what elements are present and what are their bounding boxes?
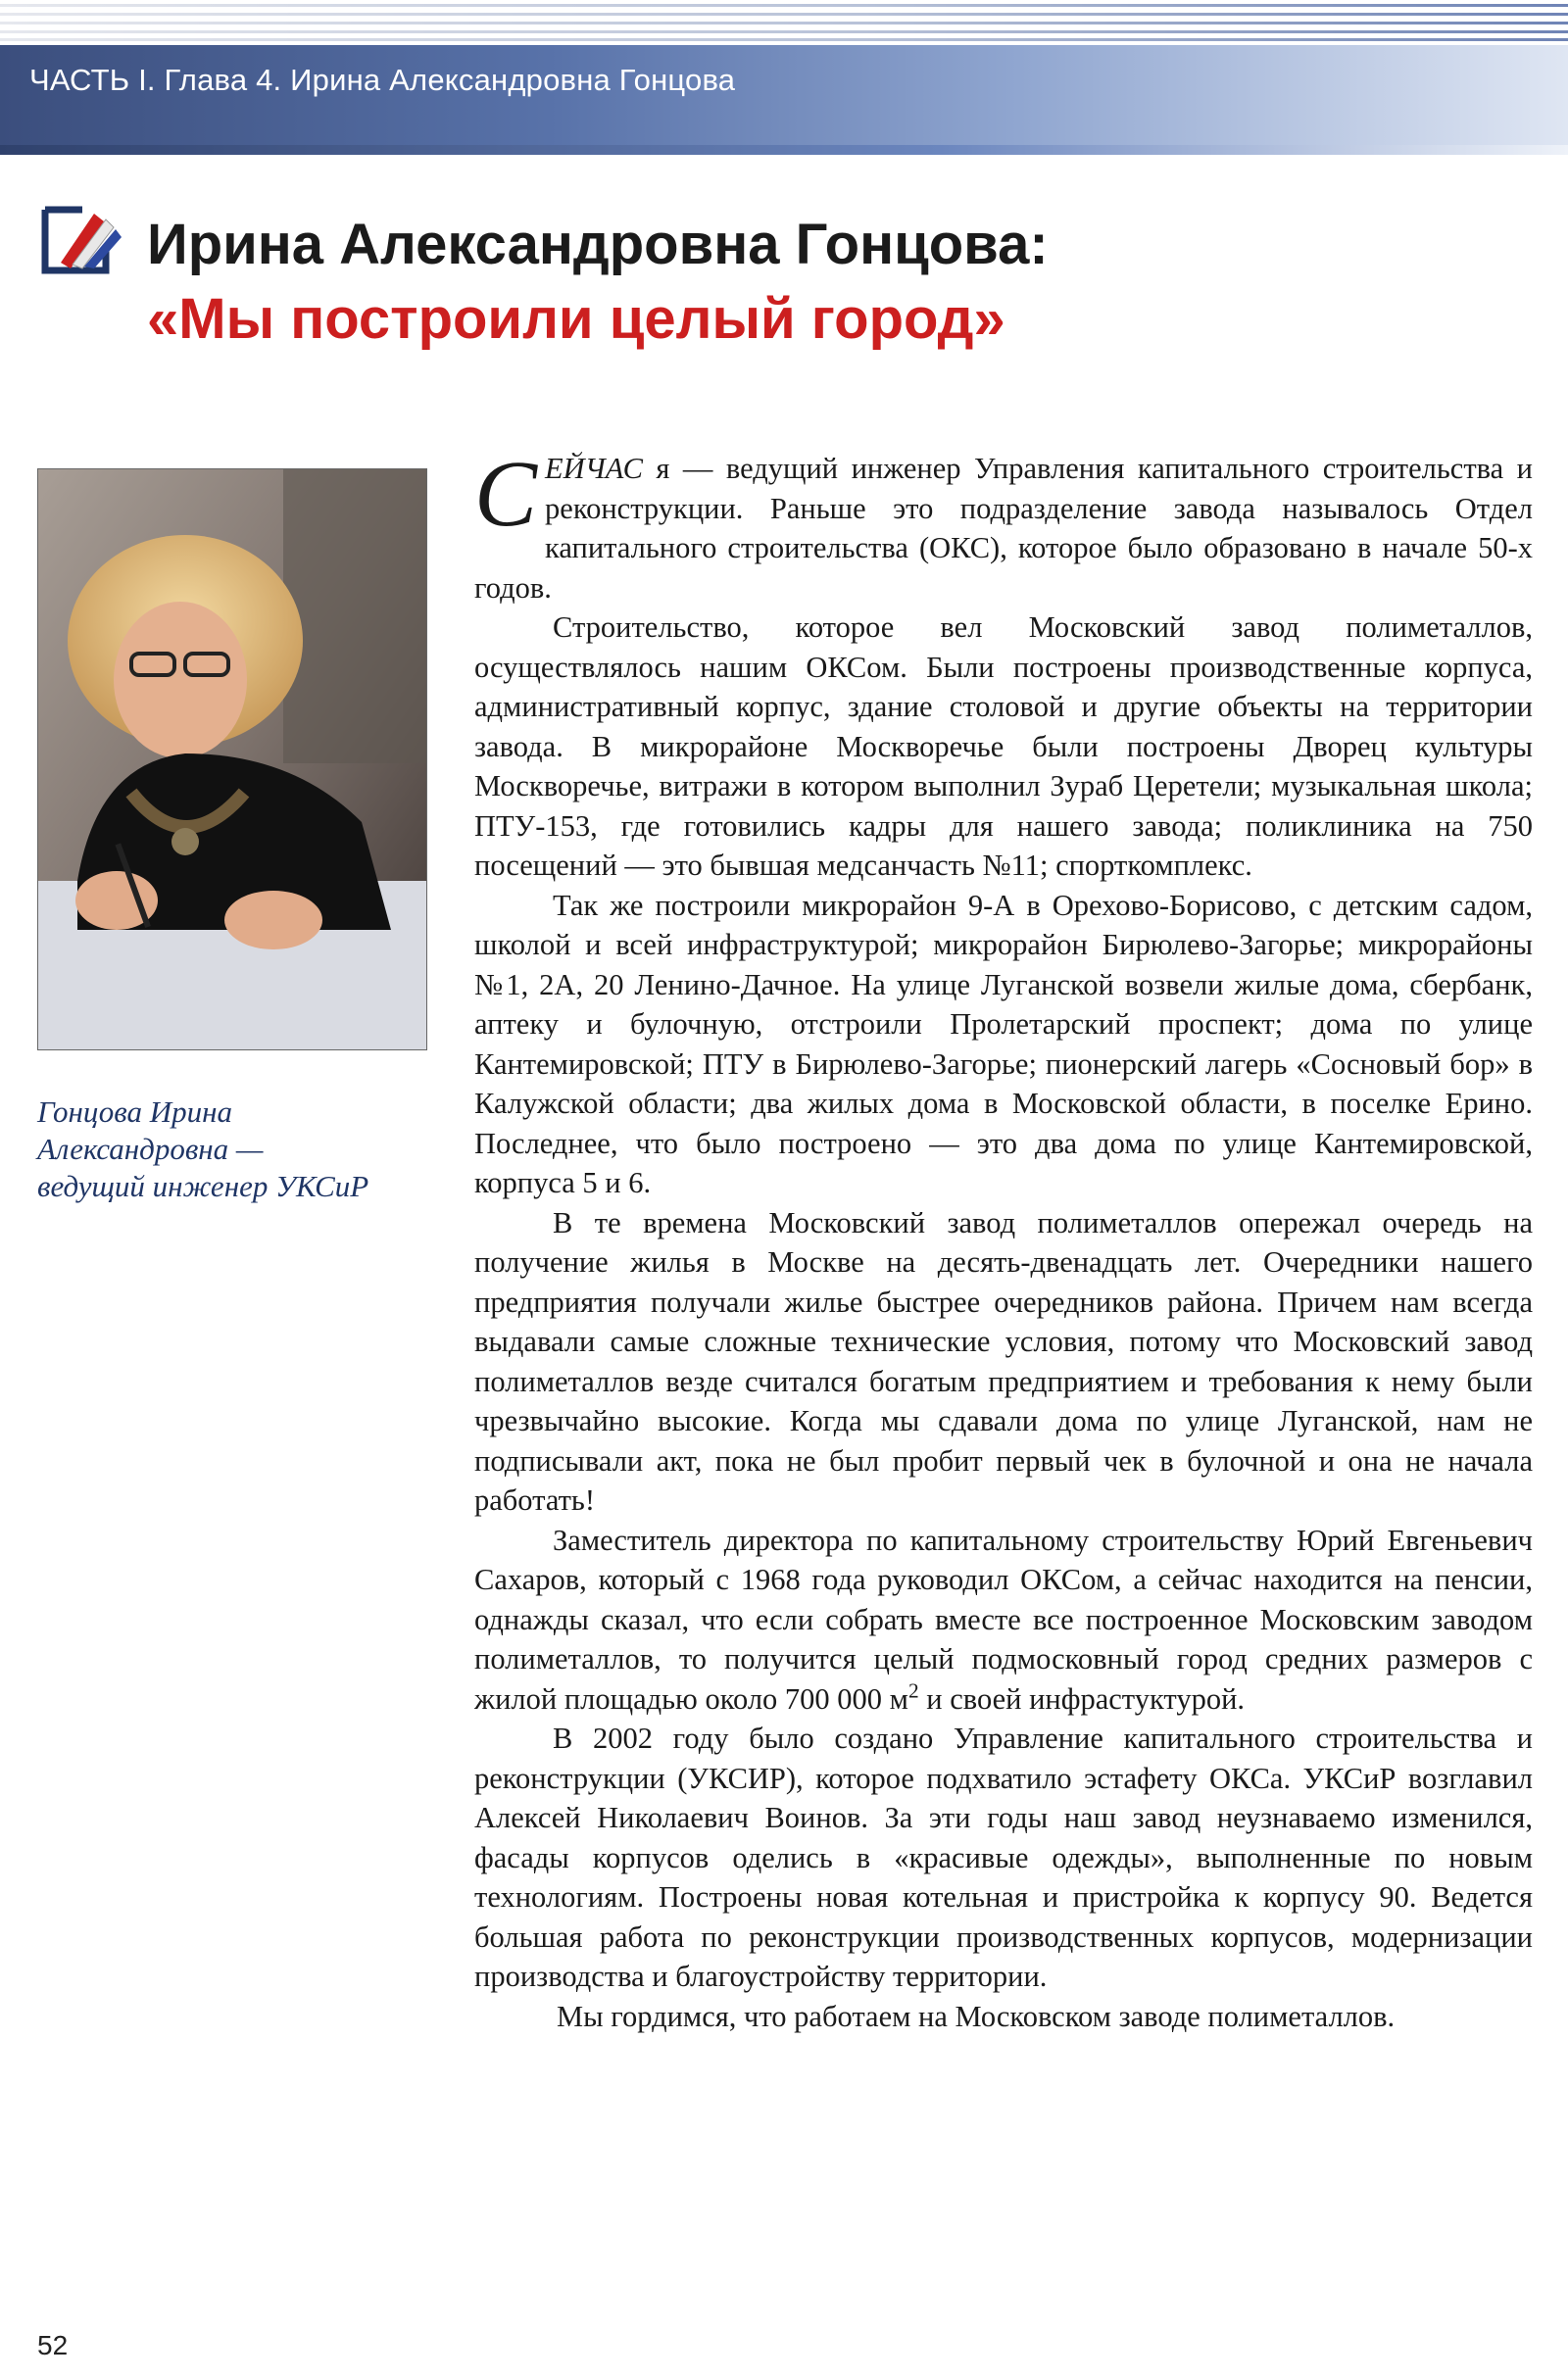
superscript-2: 2 [907, 1677, 919, 1702]
portrait-photo [37, 468, 427, 1050]
photo-caption [37, 1093, 449, 1205]
header-band [0, 45, 1568, 155]
running-head: ЧАСТЬ I. Глава 4. Ирина Александровна Гонцова [29, 63, 736, 97]
top-decorative-stripes [0, 0, 1568, 45]
paragraph-5-text: Заместитель директора по капитальному строительству Юрий Евгеньевич Сахаров, который с 1968 года руководил ОКСом, а сейчас находится на пенсии, однажды сказал, что если собрать вместе все построенное Московским заводом полиметаллов, то получится целый подмосковный город средних размеров с жилой площадью около 700 000 м [474, 1523, 1533, 1716]
pen-chevrons-logo-icon [39, 200, 125, 278]
page-number: 52 [37, 2330, 69, 2360]
paragraph-5-tail: и своей инфрастуктурой. [918, 1681, 1246, 1716]
paragraph-1-text: я — ведущий инженер Управления капитального строительства и реконструкции. Раньше это подразделение завода называлось Отдел капитального строительства (ОКС), которое было образовано в начале 50-х годов. [474, 452, 1533, 605]
paragraph-5 [474, 1521, 1533, 1720]
article-body [474, 441, 1533, 2036]
caption-line-1: Гонцова Ирина [37, 1094, 233, 1129]
paragraph-4: В те времена Московский завод полиметаллов опережал очередь на получение жилья в Москве на десять-двенадцать лет. Очередники нашего предприятия получали жилье быстрее очередников района. Причем нам всегда выдавали самые сложные технические условия, потому что Московский завод полиметаллов везде считался богатым предприятием и требования к нему были чрезвычайно высокие. Когда мы сдавали дома по улице Луганской, нам не подписывали акт, пока не был пробит первый чек в булочной и она не начала работать! [474, 1205, 1533, 1517]
paragraph-7: Мы гордимся, что работаем на Московском заводе полиметаллов. [557, 1999, 1396, 2033]
paragraph-3: Так же построили микрорайон 9-А в Орехово-Борисово, с детским садом, школой и всей инфраструктурой; микрорайон Бирюлево-Загорье; микрорайоны №1, 2А, 20 Ленино-Дачное. На улице Луганской возвели жилые дома, сбербанк, аптеку и булочную, отстроили Пролетарский проспект; дома по улице Кантемировской; ПТУ в Бирюлево-Загорье; пионерский лагерь «Сосновый бор» в Калужской области; два жилых дома в Московской области, в поселке Ерино. Последнее, что было построено — это два дома по улице Кантемировской, корпуса 5 и 6. [474, 888, 1533, 1199]
drop-cap: С [474, 441, 538, 546]
paragraph-1 [474, 441, 1533, 607]
title-line-1: Ирина Александровна Гонцова: [147, 213, 1049, 276]
title-line-2: «Мы построили целый город» [147, 287, 1005, 351]
paragraph-2: Строительство, которое вел Московский завод полиметаллов, осуществлялось нашим ОКСом. Были построены производственные корпуса, административный корпус, здание столовой и другие объекты на территории завода. В микрорайоне Москворечье были построены Дворец культуры Москворечье, витражи в котором выполнил Зураб Церетели; музыкальная школа; ПТУ-153, где готовились кадры для нашего завода; поликлиника на 750 посещений — это бывшая медсанчасть №11; спорткомплекс. [474, 610, 1533, 882]
caption-line-3: ведущий инженер УКСиР [37, 1169, 369, 1203]
paragraph-6: В 2002 году было создано Управление капитального строительства и реконструкции (УКСИР), которое подхватило эстафету ОКСа. УКСиР возглавил Алексей Николаевич Воинов. За эти годы наш завод неузнаваемо изменился, фасады корпусов оделись в «красивые одежды», выполненные по новым технологиям. Построены новая котельная и пристройка к корпусу 90. Ведется большая работа по реконструкции производственных корпусов, модернизации производства и благоустройству территории. [474, 1722, 1533, 1993]
lead-in: ЕЙЧАС [545, 452, 643, 485]
caption-line-2: Александровна — [37, 1132, 264, 1166]
article-title [147, 208, 1049, 357]
